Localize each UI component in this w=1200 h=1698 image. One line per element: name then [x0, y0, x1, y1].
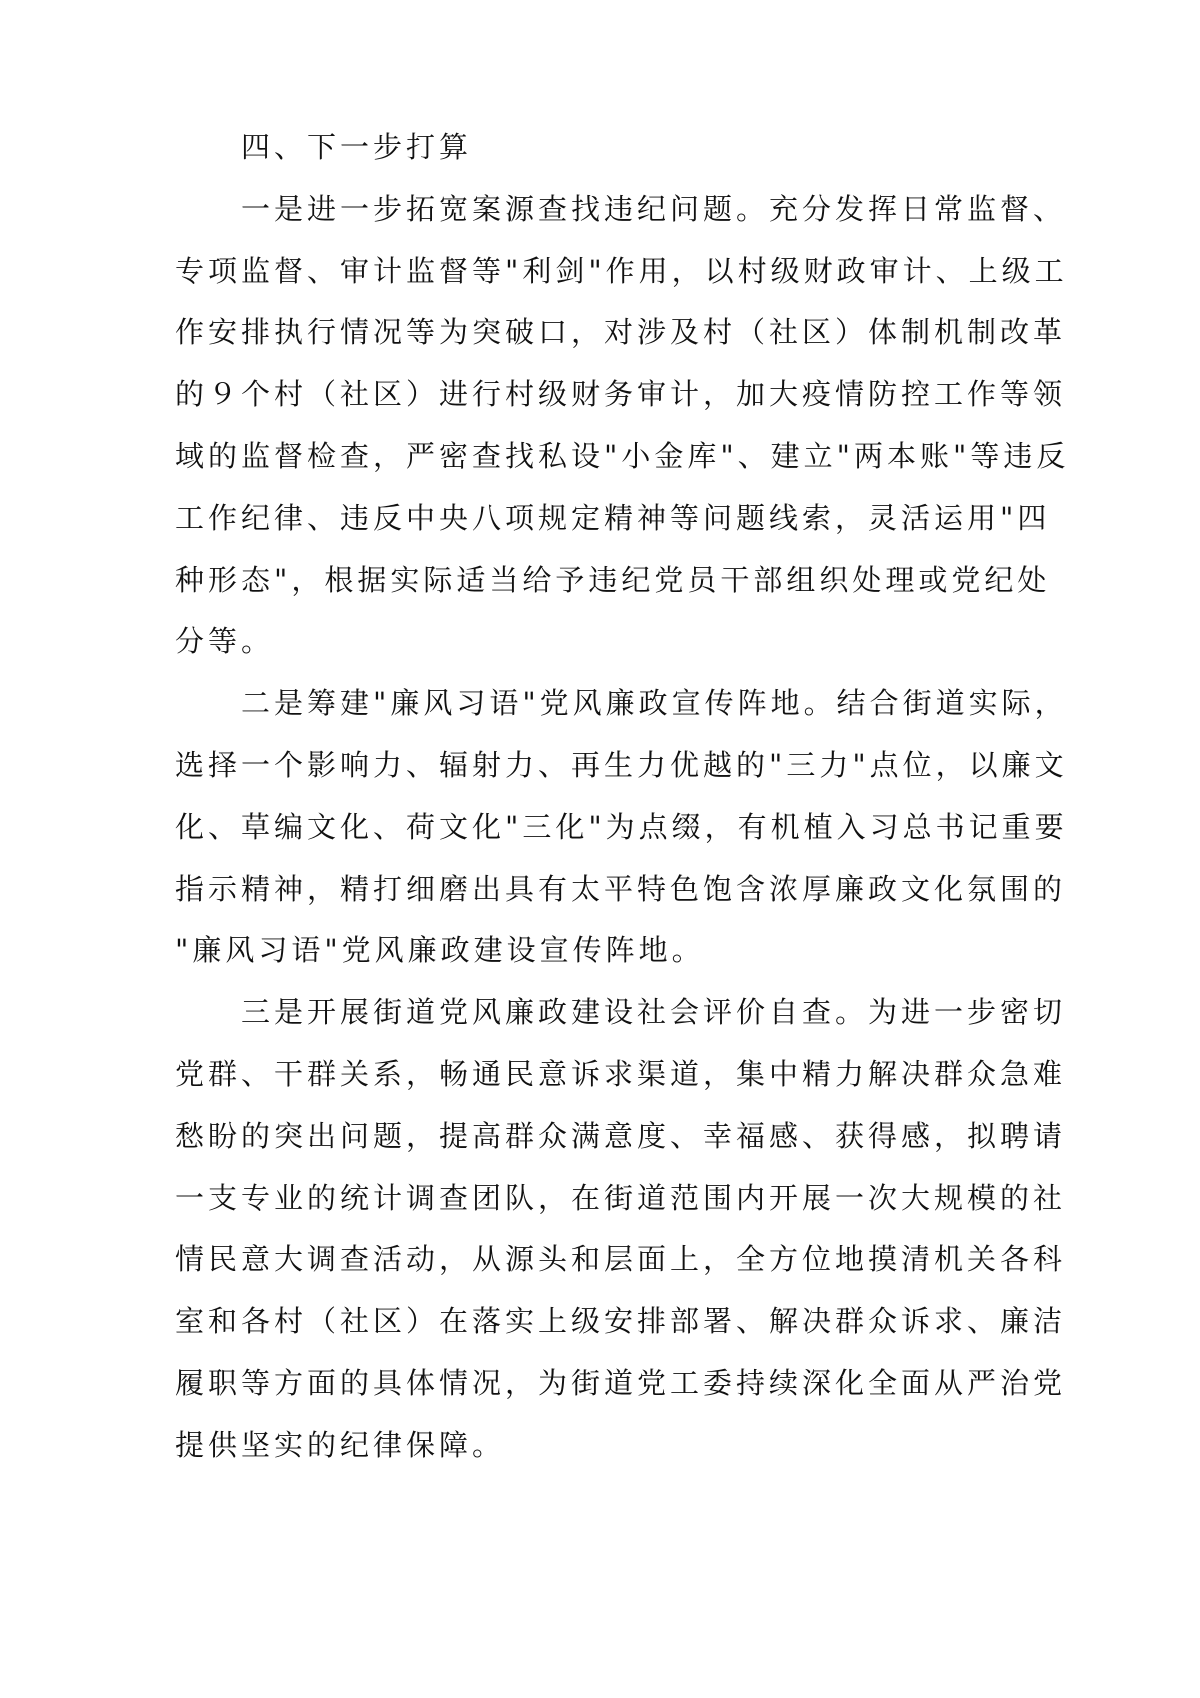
- paragraph-line: 一是进一步拓宽案源查找违纪问题。充分发挥日常监督、: [241, 191, 1067, 226]
- paragraph-line: 愁盼的突出问题，提高群众满意度、幸福感、获得感，拟聘请: [175, 1118, 1067, 1153]
- paragraph-line: 二是筹建"廉风习语"党风廉政宣传阵地。结合街道实际，: [241, 686, 1068, 721]
- paragraph-line: 种形态"，根据实际适当给予违纪党员干部组织处理或党纪处: [175, 562, 1051, 597]
- paragraph-line: 的９个村（社区）进行村级财务审计，加大疫情防控工作等领: [175, 377, 1067, 412]
- paragraph-line: 作安排执行情况等为突破口，对涉及村（社区）体制机制改革: [175, 315, 1067, 350]
- document-body: [175, 117, 1070, 1477]
- paragraph-line: 情民意大调查活动，从源头和层面上，全方位地摸清机关各科: [175, 1242, 1067, 1277]
- paragraph-line: 域的监督检查，严密查找私设"小金库"、建立"两本账"等违反: [175, 438, 1070, 473]
- paragraph-2: [175, 673, 1068, 982]
- paragraph-line: 指示精神，精打细磨出具有太平特色饱含浓厚廉政文化氛围的: [175, 871, 1067, 906]
- paragraph-line: 党群、干群关系，畅通民意诉求渠道，集中精力解决群众急难: [175, 1056, 1067, 1091]
- paragraph-line: 室和各村（社区）在落实上级安排部署、解决群众诉求、廉洁: [175, 1304, 1067, 1339]
- paragraph-line: 履职等方面的具体情况，为街道党工委持续深化全面从严治党: [175, 1365, 1067, 1400]
- paragraph-line: 三是开展街道党风廉政建设社会评价自查。为进一步密切: [241, 995, 1067, 1030]
- section-heading: 四、下一步打算: [241, 130, 473, 164]
- paragraph-line: 一支专业的统计调查团队，在街道范围内开展一次大规模的社: [175, 1180, 1067, 1215]
- paragraph-line: 提供坚实的纪律保障。: [175, 1427, 506, 1462]
- paragraph-line: 分等。: [175, 624, 275, 659]
- paragraph-line: "廉风习语"党风廉政建设宣传阵地。: [175, 933, 705, 968]
- paragraph-line: 工作纪律、违反中央八项规定精神等问题线索，灵活运用"四: [175, 500, 1051, 535]
- paragraph-3: [175, 982, 1067, 1476]
- paragraph-1: [175, 179, 1070, 673]
- paragraph-line: 选择一个影响力、辐射力、再生力优越的"三力"点位，以廉文: [175, 747, 1068, 782]
- paragraph-line: 专项监督、审计监督等"利剑"作用，以村级财政审计、上级工: [175, 253, 1068, 288]
- paragraph-line: 化、草编文化、荷文化"三化"为点缀，有机植入习总书记重要: [175, 809, 1068, 844]
